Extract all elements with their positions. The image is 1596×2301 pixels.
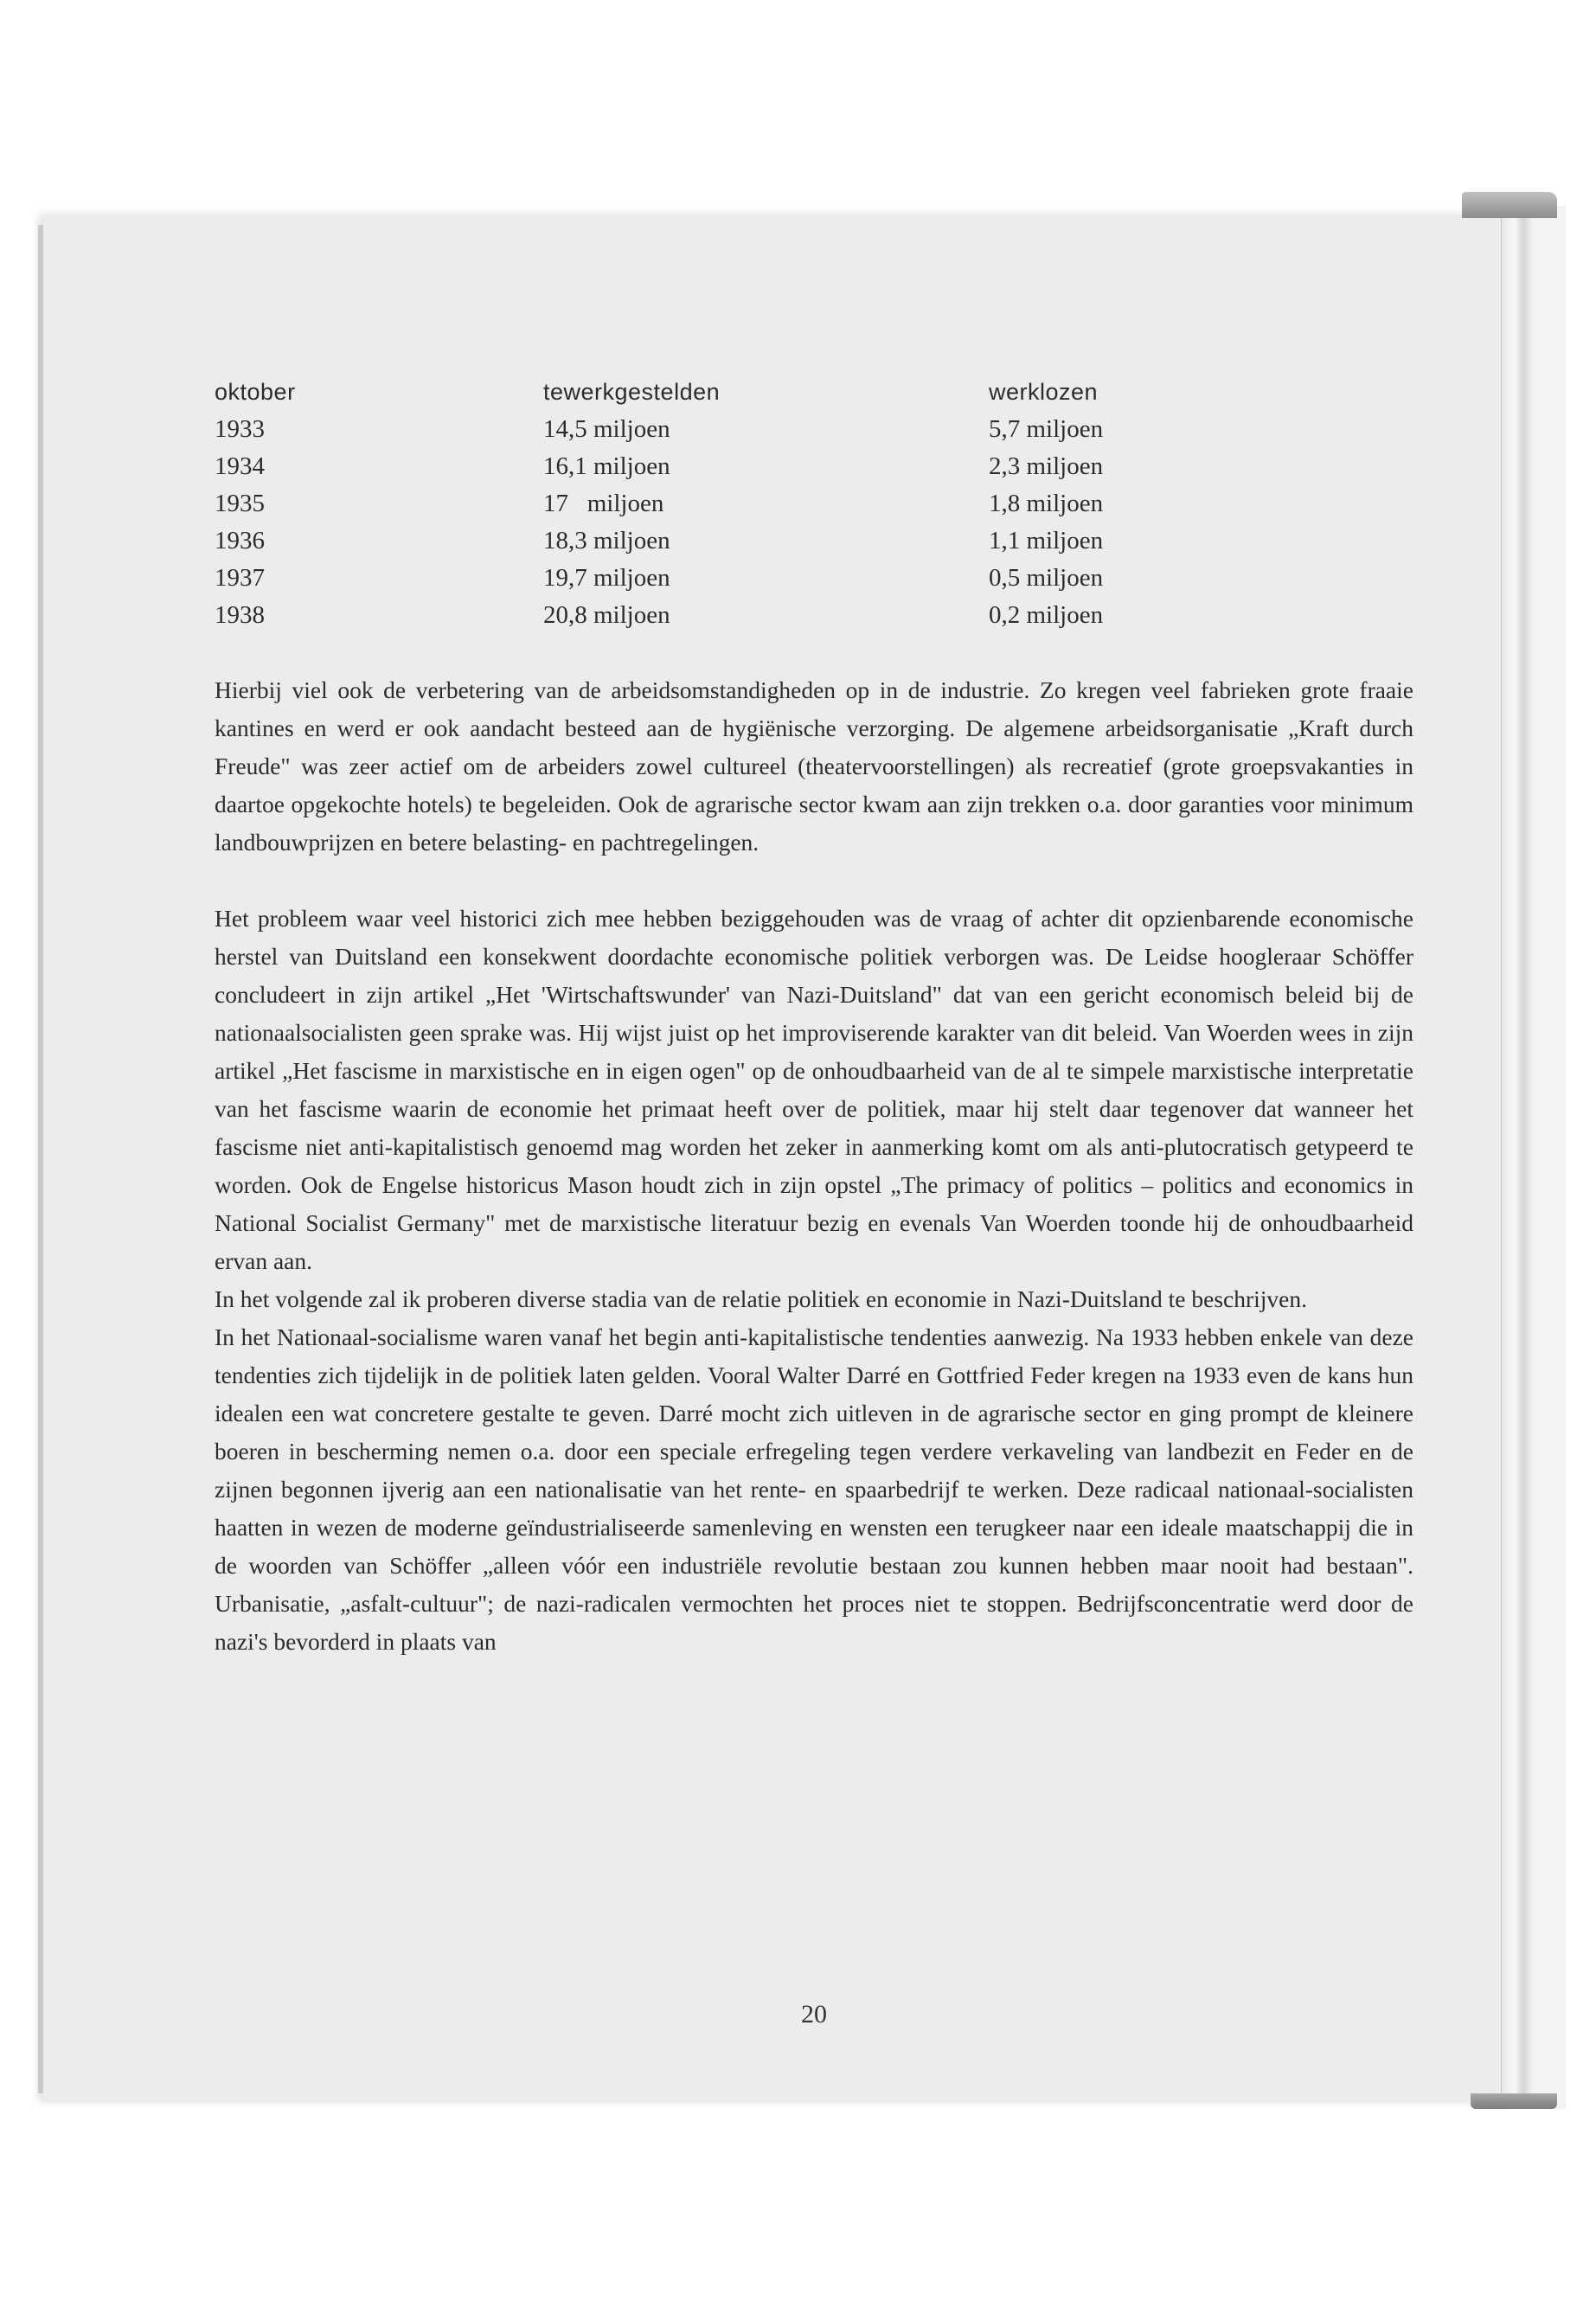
employment-table <box>215 374 1218 634</box>
table-cell-employed: 14,5 miljoen <box>543 415 670 443</box>
paragraph: In het volgende zal ik proberen diverse stadia van de relatie politiek en economie in Nazi-Duitsland te beschrijven. <box>215 1285 1308 1312</box>
table-cell-unemployed: 5,7 miljoen <box>989 415 1104 443</box>
table-cell-employed: 20,8 miljoen <box>543 601 670 629</box>
paragraph: Hierbij viel ook de verbetering van de arbeidsomstandigheden op in de industrie. Zo kregen veel fabrieken grote fraaie kantines en werd er ook aandacht besteed aan de hygiënische verzorging. De algemene arbeidsorganisatie „Kraft durch Freude" was zeer actief om de arbeiders zowel cultureel (theatervoorstellingen) als recreatief (grote groepsvakanties in daartoe opgekochte hotels) te begeleiden. Ook de agrarische sector kwam aan zijn trekken o.a. door garanties voor minimum landbouwprijzen en betere belasting- en pachtregelingen. <box>215 676 1413 856</box>
table-header-unemployed: werklozen <box>989 379 1099 405</box>
table-header-row <box>215 374 1218 411</box>
spine-cap-top <box>1462 192 1557 218</box>
table-cell-employed: 18,3 miljoen <box>543 527 670 554</box>
body-text <box>215 671 1413 1661</box>
table-row <box>215 522 1218 560</box>
table-row <box>215 448 1218 485</box>
table-cell-year: 1934 <box>215 452 265 480</box>
table-header-employed: tewerkgestelden <box>543 379 721 405</box>
table-cell-employed: 19,7 miljoen <box>543 564 670 592</box>
table-cell-year: 1938 <box>215 601 265 629</box>
table-cell-unemployed: 1,1 miljoen <box>989 527 1104 554</box>
table-cell-unemployed: 2,3 miljoen <box>989 452 1104 480</box>
table-header-month: oktober <box>215 379 296 405</box>
table-cell-year: 1933 <box>215 415 265 443</box>
table-cell-employed: 17 miljoen <box>543 490 664 517</box>
table-row <box>215 411 1218 448</box>
paragraph: In het Nationaal-socialisme waren vanaf het begin anti-kapitalistische tendenties aanwezig. Na 1933 hebben enkele van deze tendenties zich tijdelijk in de politiek laten gelden. Vooral Walter Darré en Gottfried Feder kregen na 1933 even de kans hun idealen een wat concretere gestalte te geven. Darré mocht zich uitleven in de agrarische sector en ging prompt de kleinere boeren in bescherming nemen o.a. door een speciale erfregeling tegen verdere verkaveling van landbezit en Feder en de zijnen begonnen ijverig aan een nationalisatie van het rente- en spaarbedrijf te werken. Deze radicaal nationaal-socialisten haatten in wezen de moderne geïndustrialiseerde samenleving en wensten een terugkeer naar een ideale maatschappij die in de woorden van Schöffer „alleen vóór een industriële revolutie bestaan zou kunnen hebben maar nooit had bestaan". Urbanisatie, „asfalt-cultuur"; de nazi-radicalen vermochten het proces niet te stoppen. Bedrijfsconcentratie werd door de nazi's bevorderd in plaats van <box>215 1324 1413 1655</box>
paragraph: Het probleem waar veel historici zich mee hebben beziggehouden was de vraag of achter dit opzienbarende economische herstel van Duitsland een konsekwent doordachte economische politiek verborgen was. De Leidse hoogleraar Schöffer concludeert in zijn artikel „Het 'Wirtschaftswunder' van Nazi-Duitsland" dat van een gericht economisch beleid bij de nationaalsocialisten geen sprake was. Hij wijst juist op het improviserende karakter van dit beleid. Van Woerden wees in zijn artikel „Het fascisme in marxistische en in eigen ogen" op de onhoudbaarheid van de al te simpele marxistische interpretatie van het fascisme waarin de economie het primaat heeft over de politiek, maar hij stelt daar tegenover dat wanneer het fascisme niet anti-kapitalistisch genoemd mag worden het zeker in aanmerking komt om als anti-plutocratisch getypeerd te worden. Ook de Engelse historicus Mason houdt zich in zijn opstel „The primacy of politics – politics and economics in National Socialist Germany" met de marxistische literatuur bezig en evenals Van Woerden toonde hij de onhoudbaarheid ervan aan. <box>215 905 1413 1274</box>
table-cell-employed: 16,1 miljoen <box>543 452 670 480</box>
table-row <box>215 597 1218 634</box>
table-row <box>215 560 1218 597</box>
table-cell-year: 1937 <box>215 564 265 592</box>
table-cell-unemployed: 0,2 miljoen <box>989 601 1104 629</box>
table-cell-unemployed: 1,8 miljoen <box>989 490 1104 517</box>
table-cell-year: 1936 <box>215 527 265 554</box>
book-spine <box>1501 206 1566 2109</box>
table-row <box>215 485 1218 522</box>
table-cell-year: 1935 <box>215 490 265 517</box>
table-cell-unemployed: 0,5 miljoen <box>989 564 1104 592</box>
spine-cap-bottom <box>1471 2093 1557 2109</box>
page-number: 20 <box>801 2000 827 2029</box>
